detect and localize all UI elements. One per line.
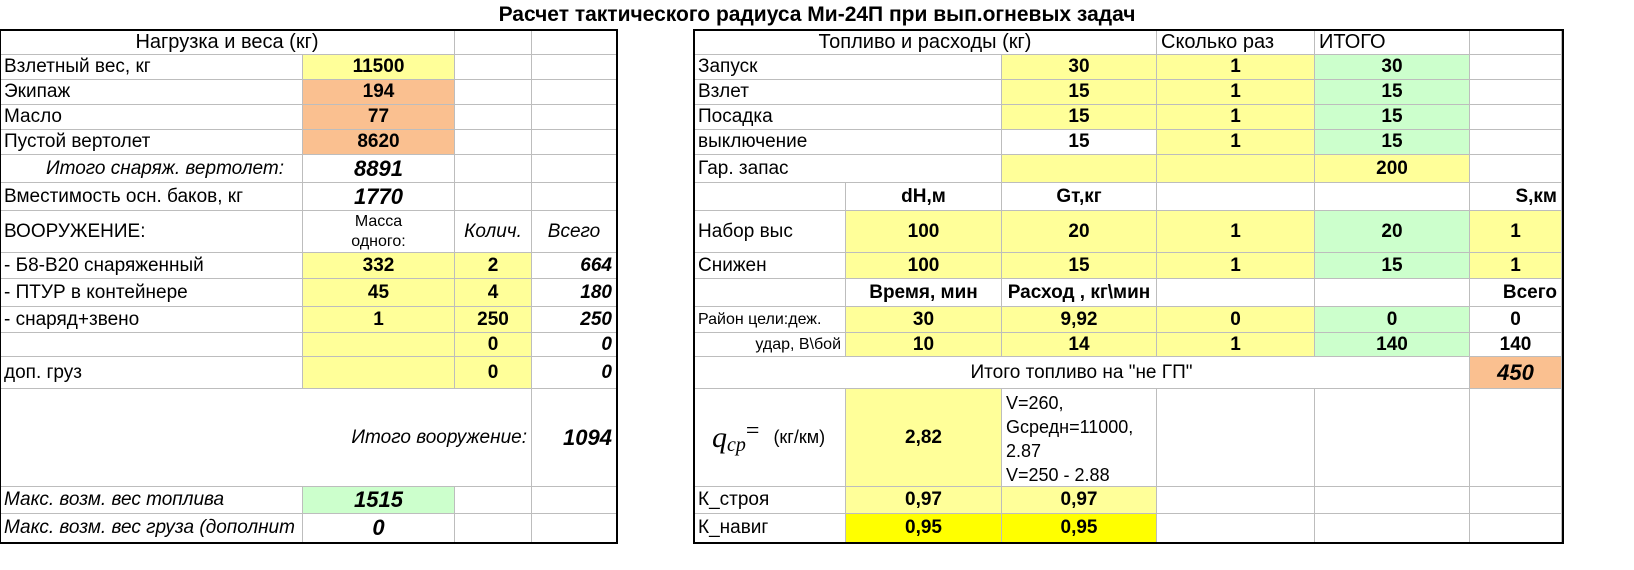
target-loiter-time[interactable]: 30 — [846, 307, 1002, 333]
max-fuel-value[interactable]: 1515 — [303, 487, 455, 514]
cell[interactable] — [1470, 30, 1562, 55]
k-nav-label[interactable]: К_навиг — [694, 514, 846, 543]
cell[interactable] — [1157, 389, 1315, 487]
right-header[interactable]: Топливо и расходы (кг) — [694, 30, 1157, 55]
cell[interactable] — [1470, 130, 1562, 155]
cell[interactable] — [455, 30, 532, 55]
extra-cargo-label[interactable]: доп. груз — [0, 357, 303, 389]
cell[interactable] — [455, 130, 532, 155]
col-total-header[interactable]: ИТОГО — [1315, 30, 1470, 55]
tank-capacity-label[interactable]: Вместимость осн. баков, кг — [0, 183, 303, 211]
armament-name[interactable] — [0, 333, 303, 357]
target-strike-all[interactable]: 140 — [1470, 333, 1562, 357]
qcp-formula[interactable] — [694, 389, 846, 487]
phase-name[interactable]: Посадка — [694, 105, 1002, 130]
armament-total-label[interactable]: Итого вооружение: — [0, 389, 532, 487]
cell[interactable] — [1315, 389, 1470, 487]
phase-total[interactable]: 15 — [1315, 80, 1470, 105]
cell[interactable] — [1470, 80, 1562, 105]
climb-total[interactable]: 20 — [1315, 211, 1470, 253]
max-cargo-value[interactable]: 0 — [303, 514, 455, 543]
col-total-header[interactable]: Всего — [532, 211, 617, 253]
cell[interactable] — [1315, 514, 1470, 543]
col-qty-header[interactable]: Колич. — [455, 211, 532, 253]
s-header[interactable]: S,км — [1470, 183, 1562, 211]
descent-label[interactable]: Снижен — [694, 253, 846, 279]
phase-total[interactable]: 15 — [1315, 105, 1470, 130]
phase-total[interactable]: 30 — [1315, 55, 1470, 80]
target-strike-label[interactable]: удар, В\бой — [694, 333, 846, 357]
cell[interactable] — [1315, 183, 1470, 211]
right-border-left — [693, 29, 695, 544]
phase-times[interactable]: 1 — [1157, 130, 1315, 155]
target-loiter-times[interactable]: 0 — [1157, 307, 1315, 333]
cell[interactable] — [1470, 55, 1562, 80]
time-header[interactable]: Время, мин — [846, 279, 1002, 307]
cell[interactable] — [1157, 514, 1315, 543]
descent-dh[interactable]: 100 — [846, 253, 1002, 279]
left-border-top — [0, 29, 618, 31]
gt-header[interactable]: Gт,кг — [1002, 183, 1157, 211]
k-formation-label[interactable]: К_строя — [694, 487, 846, 514]
tank-capacity-value[interactable]: 1770 — [303, 183, 455, 211]
climb-label[interactable]: Набор выс — [694, 211, 846, 253]
right-border-bottom — [693, 542, 1564, 544]
armament-mass[interactable] — [303, 357, 455, 389]
left-border-bottom — [0, 542, 618, 544]
left-border-right — [616, 29, 618, 544]
cell[interactable] — [532, 30, 617, 55]
cell[interactable] — [694, 183, 846, 211]
target-strike-time[interactable]: 10 — [846, 333, 1002, 357]
descent-s[interactable]: 1 — [1470, 253, 1562, 279]
armament-name[interactable]: - снаряд+звено — [0, 307, 303, 333]
oil-label[interactable]: Масло — [0, 105, 303, 130]
k-nav-v1[interactable]: 0,95 — [846, 514, 1002, 543]
sheet-title: Расчет тактического радиуса Ми-24П при вып.огневых задач — [498, 3, 1136, 26]
armament-mass[interactable] — [303, 333, 455, 357]
cell[interactable] — [1157, 487, 1315, 514]
armament-total[interactable]: 180 — [532, 279, 617, 307]
armament-mass[interactable]: 1 — [303, 307, 455, 333]
cell[interactable] — [1002, 155, 1157, 183]
cell[interactable] — [532, 183, 617, 211]
cell[interactable] — [532, 80, 617, 105]
fuel-total-value[interactable]: 450 — [1470, 357, 1562, 389]
armament-name[interactable]: - Б8-В20 снаряженный — [0, 253, 303, 279]
crew-label[interactable]: Экипаж — [0, 80, 303, 105]
right-border-top — [693, 29, 1564, 31]
armament-qty[interactable]: 0 — [455, 333, 532, 357]
climb-s[interactable]: 1 — [1470, 211, 1562, 253]
k-formation-v1[interactable]: 0,97 — [846, 487, 1002, 514]
armament-total[interactable]: 664 — [532, 253, 617, 279]
equipped-total-value[interactable]: 8891 — [303, 155, 455, 183]
col-times-header[interactable]: Сколько раз — [1157, 30, 1315, 55]
qcp-subscript: cp — [727, 434, 746, 456]
cell[interactable] — [455, 105, 532, 130]
armament-qty[interactable]: 4 — [455, 279, 532, 307]
phase-name[interactable]: выключение — [694, 130, 1002, 155]
qcp-equals: = — [745, 418, 760, 444]
cell[interactable] — [694, 279, 846, 307]
target-strike-rate[interactable]: 14 — [1002, 333, 1157, 357]
target-strike-total[interactable]: 140 — [1315, 333, 1470, 357]
k-nav-v2[interactable]: 0,95 — [1002, 514, 1157, 543]
qcp-note-line: Gсредн=11000, — [1006, 417, 1134, 437]
armament-total[interactable]: 0 — [532, 333, 617, 357]
cell[interactable] — [532, 105, 617, 130]
takeoff-weight-value[interactable]: 11500 — [303, 55, 455, 80]
climb-gt[interactable]: 20 — [1002, 211, 1157, 253]
oil-value[interactable]: 77 — [303, 105, 455, 130]
target-loiter-total[interactable]: 0 — [1315, 307, 1470, 333]
cell[interactable] — [455, 155, 532, 183]
armament-mass[interactable]: 332 — [303, 253, 455, 279]
qcp-symbol: q — [712, 420, 727, 454]
cell[interactable] — [1315, 279, 1470, 307]
armament-total-value[interactable]: 1094 — [532, 389, 617, 487]
cell[interactable] — [532, 487, 617, 514]
cell[interactable] — [532, 130, 617, 155]
cell[interactable] — [532, 514, 617, 543]
qcp-note-line: V=250 - 2.88 — [1006, 465, 1110, 485]
right-border-right — [1562, 29, 1564, 544]
cell[interactable] — [532, 55, 617, 80]
qcp-note[interactable] — [1002, 389, 1157, 487]
armament-qty[interactable]: 2 — [455, 253, 532, 279]
cell[interactable] — [1315, 487, 1470, 514]
climb-times[interactable]: 1 — [1157, 211, 1315, 253]
qcp-note-line: 2.87 — [1006, 441, 1042, 461]
fuel-total-label[interactable]: Итого топливо на "не ГП" — [694, 357, 1470, 389]
climb-dh[interactable]: 100 — [846, 211, 1002, 253]
cell[interactable] — [532, 155, 617, 183]
cell[interactable] — [1470, 389, 1562, 487]
cell[interactable] — [1470, 105, 1562, 130]
cell[interactable] — [1157, 155, 1315, 183]
armament-mass[interactable]: 45 — [303, 279, 455, 307]
armament-total[interactable]: 250 — [532, 307, 617, 333]
cell[interactable] — [1470, 155, 1562, 183]
cell[interactable] — [1470, 487, 1562, 514]
cell[interactable] — [455, 487, 532, 514]
max-fuel-label[interactable]: Макс. возм. вес топлива — [0, 487, 303, 514]
phase-name[interactable]: Запуск — [694, 55, 1002, 80]
empty-heli-label[interactable]: Пустой вертолет — [0, 130, 303, 155]
phase-value[interactable]: 15 — [1002, 80, 1157, 105]
armament-total[interactable]: 0 — [532, 357, 617, 389]
reserve-label[interactable]: Гар. запас — [694, 155, 1002, 183]
descent-total[interactable]: 15 — [1315, 253, 1470, 279]
armament-qty[interactable]: 250 — [455, 307, 532, 333]
cell[interactable] — [455, 55, 532, 80]
cell[interactable] — [1157, 279, 1315, 307]
col-mass-header[interactable]: Масса одного: — [303, 211, 455, 253]
cell[interactable] — [1157, 183, 1315, 211]
dh-header[interactable]: dH,м — [846, 183, 1002, 211]
phase-times[interactable]: 1 — [1157, 55, 1315, 80]
crew-value[interactable]: 194 — [303, 80, 455, 105]
max-cargo-label[interactable]: Макс. возм. вес груза (дополнит — [0, 514, 303, 543]
phase-name[interactable]: Взлет — [694, 80, 1002, 105]
qcp-unit: (кг/км) — [773, 427, 826, 447]
left-border-left — [0, 29, 1, 544]
descent-times[interactable]: 1 — [1157, 253, 1315, 279]
takeoff-weight-label[interactable]: Взлетный вес, кг — [0, 55, 303, 80]
armament-qty[interactable]: 0 — [455, 357, 532, 389]
phase-value[interactable]: 30 — [1002, 55, 1157, 80]
phase-times[interactable]: 1 — [1157, 105, 1315, 130]
qcp-note-line: V=260, — [1006, 393, 1064, 413]
reserve-total[interactable]: 200 — [1315, 155, 1470, 183]
target-strike-times[interactable]: 1 — [1157, 333, 1315, 357]
phase-times[interactable]: 1 — [1157, 80, 1315, 105]
empty-heli-value[interactable]: 8620 — [303, 130, 455, 155]
qcp-value[interactable]: 2,82 — [846, 389, 1002, 487]
cell[interactable] — [455, 514, 532, 543]
equipped-total-label[interactable]: Итого снаряж. вертолет: — [0, 155, 303, 183]
phase-value[interactable]: 15 — [1002, 130, 1157, 155]
left-header[interactable]: Нагрузка и веса (кг) — [0, 30, 455, 55]
target-loiter-all[interactable]: 0 — [1470, 307, 1562, 333]
phase-total[interactable]: 15 — [1315, 130, 1470, 155]
cell[interactable] — [1470, 514, 1562, 543]
cell[interactable] — [455, 183, 532, 211]
rate-header[interactable]: Расход , кг\мин — [1002, 279, 1157, 307]
armament-name[interactable]: - ПТУР в контейнере — [0, 279, 303, 307]
target-loiter-rate[interactable]: 9,92 — [1002, 307, 1157, 333]
descent-gt[interactable]: 15 — [1002, 253, 1157, 279]
phase-value[interactable]: 15 — [1002, 105, 1157, 130]
cell[interactable] — [455, 80, 532, 105]
armament-label[interactable]: ВООРУЖЕНИЕ: — [0, 211, 303, 253]
target-loiter-label[interactable]: Район цели:деж. — [694, 307, 846, 333]
all-header[interactable]: Всего — [1470, 279, 1562, 307]
k-formation-v2[interactable]: 0,97 — [1002, 487, 1157, 514]
